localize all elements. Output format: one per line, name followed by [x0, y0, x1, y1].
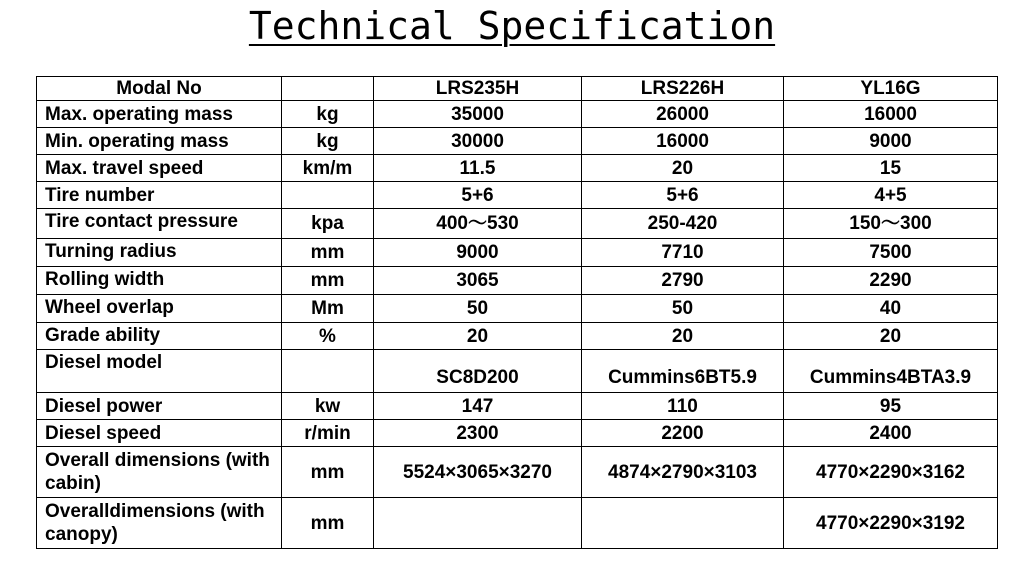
row-unit: kg	[282, 101, 374, 128]
row-value: 250-420	[582, 209, 784, 239]
row-value: 150～300	[784, 209, 998, 239]
row-value: 16000	[582, 128, 784, 155]
row-value: 2200	[582, 420, 784, 447]
table-row	[37, 295, 998, 323]
row-value: Cummins4BTA3.9	[784, 350, 998, 393]
table-row	[37, 447, 998, 498]
row-unit: mm	[282, 267, 374, 295]
row-label: Diesel model	[37, 350, 282, 393]
row-value: 9000	[784, 128, 998, 155]
row-value	[374, 498, 582, 549]
row-unit: mm	[282, 239, 374, 267]
row-value: 20	[582, 323, 784, 350]
row-value: 5524×3065×3270	[374, 447, 582, 498]
row-label: Rolling width	[37, 267, 282, 295]
row-label: Grade ability	[37, 323, 282, 350]
row-value: 2400	[784, 420, 998, 447]
header-model: LRS235H	[374, 77, 582, 101]
header-model: YL16G	[784, 77, 998, 101]
table-row	[37, 128, 998, 155]
row-value: 4874×2790×3103	[582, 447, 784, 498]
row-value: 400～530	[374, 209, 582, 239]
row-value: 2290	[784, 267, 998, 295]
row-value: 110	[582, 393, 784, 420]
table-row	[37, 101, 998, 128]
row-value: 26000	[582, 101, 784, 128]
table-row	[37, 209, 998, 239]
row-value: 7500	[784, 239, 998, 267]
row-value: SC8D200	[374, 350, 582, 393]
row-value: 11.5	[374, 155, 582, 182]
row-value: 5+6	[582, 182, 784, 209]
row-value	[582, 498, 784, 549]
row-value: 2790	[582, 267, 784, 295]
row-value: 20	[784, 323, 998, 350]
table-row	[37, 323, 998, 350]
row-unit: Mm	[282, 295, 374, 323]
row-value: 4+5	[784, 182, 998, 209]
row-value: 20	[582, 155, 784, 182]
row-unit	[282, 182, 374, 209]
table-row	[37, 155, 998, 182]
row-label: Max. travel speed	[37, 155, 282, 182]
row-label: Diesel power	[37, 393, 282, 420]
row-unit: km/m	[282, 155, 374, 182]
row-unit: mm	[282, 447, 374, 498]
row-label: Min. operating mass	[37, 128, 282, 155]
row-label: Wheel overlap	[37, 295, 282, 323]
row-value: Cummins6BT5.9	[582, 350, 784, 393]
row-label: Diesel speed	[37, 420, 282, 447]
row-value: 9000	[374, 239, 582, 267]
row-value: 4770×2290×3162	[784, 447, 998, 498]
row-value: 15	[784, 155, 998, 182]
row-unit: kg	[282, 128, 374, 155]
table-row	[37, 393, 998, 420]
row-value: 4770×2290×3192	[784, 498, 998, 549]
row-value: 5+6	[374, 182, 582, 209]
table-row	[37, 182, 998, 209]
row-value: 7710	[582, 239, 784, 267]
row-label: Tire contact pressure	[37, 209, 282, 239]
table-row	[37, 350, 998, 393]
row-unit	[282, 350, 374, 393]
row-value: 95	[784, 393, 998, 420]
page-title-text: Technical Specification	[248, 4, 776, 48]
row-value: 3065	[374, 267, 582, 295]
header-model: LRS226H	[582, 77, 784, 101]
row-value: 2300	[374, 420, 582, 447]
row-value: 35000	[374, 101, 582, 128]
row-unit: kw	[282, 393, 374, 420]
table-header-row	[37, 77, 998, 101]
row-label: Overalldimensions (with canopy)	[37, 498, 282, 549]
row-value: 20	[374, 323, 582, 350]
row-label: Turning radius	[37, 239, 282, 267]
header-label: Modal No	[37, 77, 282, 101]
table-row	[37, 239, 998, 267]
table-row	[37, 267, 998, 295]
row-unit: r/min	[282, 420, 374, 447]
row-value: 16000	[784, 101, 998, 128]
row-unit: %	[282, 323, 374, 350]
row-label: Overall dimensions (with cabin)	[37, 447, 282, 498]
row-label: Max. operating mass	[37, 101, 282, 128]
row-label: Tire number	[37, 182, 282, 209]
spec-table	[36, 76, 998, 549]
row-unit: mm	[282, 498, 374, 549]
row-value: 147	[374, 393, 582, 420]
page-title	[0, 4, 1024, 48]
row-value: 30000	[374, 128, 582, 155]
table-row	[37, 498, 998, 549]
table-row	[37, 420, 998, 447]
header-unit	[282, 77, 374, 101]
row-value: 50	[582, 295, 784, 323]
row-unit: kpa	[282, 209, 374, 239]
row-value: 50	[374, 295, 582, 323]
row-value: 40	[784, 295, 998, 323]
